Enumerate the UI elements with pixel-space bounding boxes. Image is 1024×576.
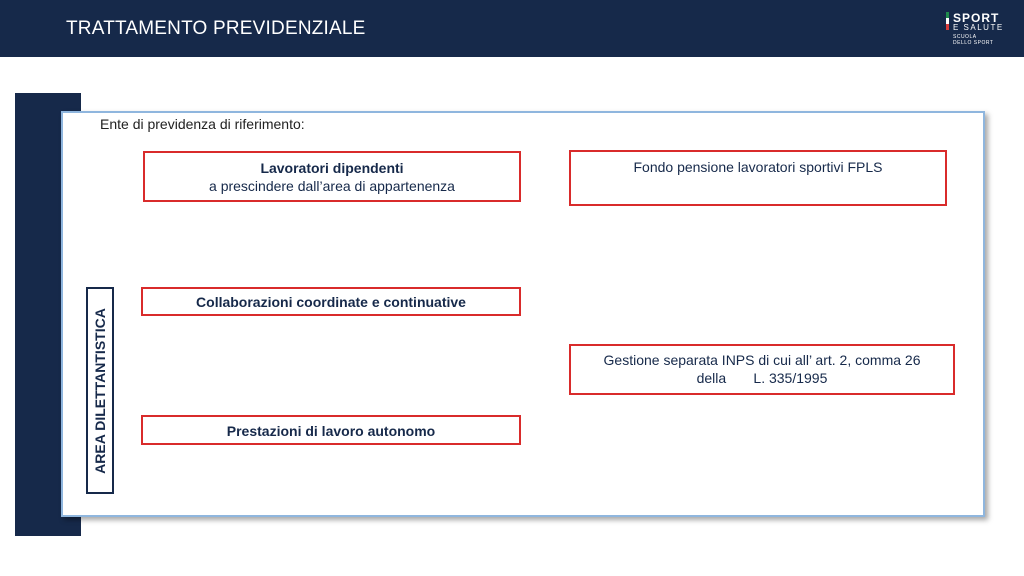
area-dilettantistica-label-box bbox=[86, 287, 114, 494]
box-collaborazioni bbox=[141, 287, 521, 316]
collaborazioni-text: Collaborazioni coordinate e continuative bbox=[196, 294, 466, 310]
area-dilettantistica-label: AREA DILETTANTISTICA bbox=[92, 307, 108, 474]
logo-text-sport: SPORT bbox=[953, 11, 1000, 25]
logo-text-salute: E SALUTE bbox=[953, 23, 1004, 32]
box-fpls bbox=[569, 150, 947, 206]
inps-line1: Gestione separata INPS di cui all’ art. 2, comma 26 bbox=[603, 352, 921, 368]
logo-text-scuola: SCUOLA bbox=[953, 34, 977, 40]
box-lavoratori-dipendenti bbox=[143, 151, 521, 202]
header-bar bbox=[0, 0, 1024, 57]
sport-e-salute-logo bbox=[946, 11, 1006, 49]
ente-label: Ente di previdenza di riferimento: bbox=[100, 116, 305, 132]
autonomo-text: Prestazioni di lavoro autonomo bbox=[226, 423, 436, 439]
page-title: TRATTAMENTO PREVIDENZIALE bbox=[66, 18, 366, 39]
box-lavoro-autonomo bbox=[141, 415, 521, 445]
dipendenti-subtitle: a prescindere dall’area di appartenenza bbox=[209, 178, 455, 194]
fpls-text: Fondo pensione lavoratori sportivi FPLS bbox=[633, 159, 883, 175]
logo-text-dello-sport: DELLO SPORT bbox=[953, 40, 994, 46]
logo-tricolor-bar bbox=[946, 12, 949, 30]
box-gestione-separata-inps bbox=[569, 344, 955, 395]
inps-line2: della L. 335/1995 bbox=[696, 370, 828, 386]
dipendenti-title: Lavoratori dipendenti bbox=[260, 160, 404, 176]
